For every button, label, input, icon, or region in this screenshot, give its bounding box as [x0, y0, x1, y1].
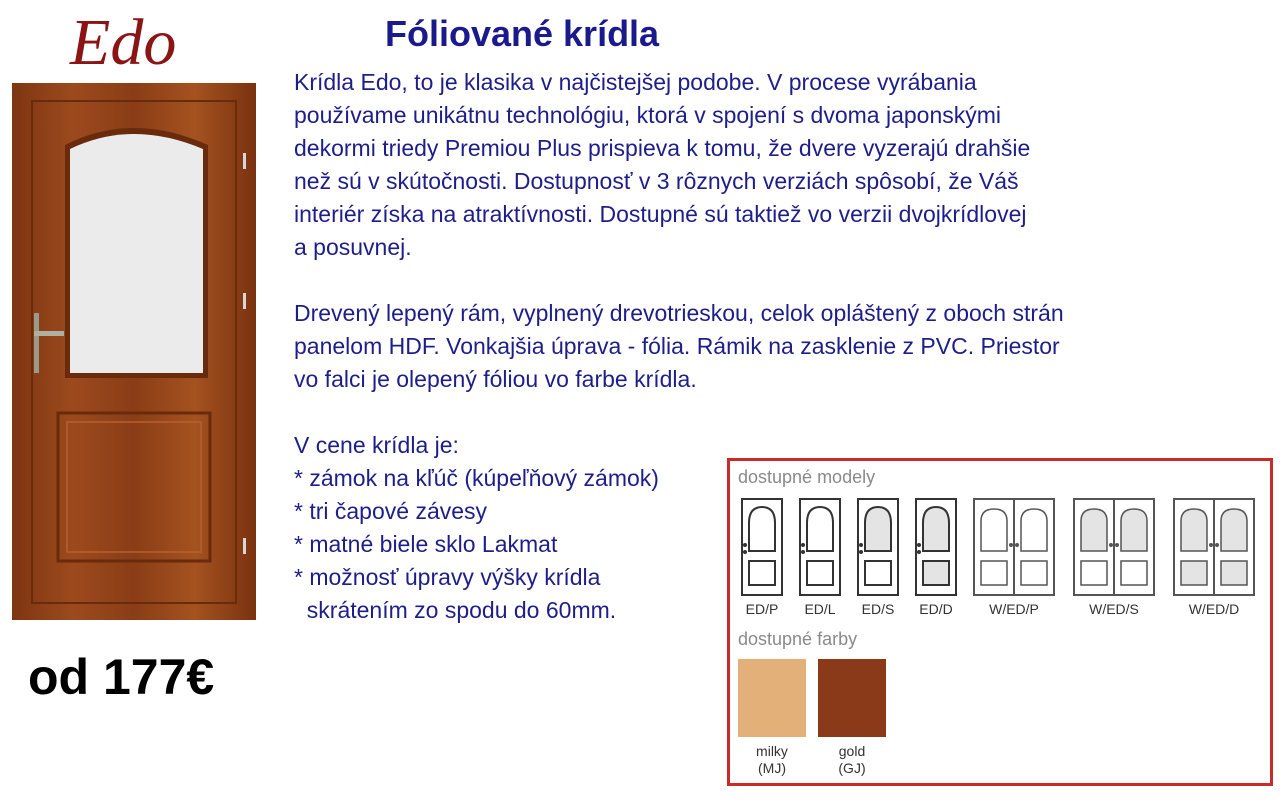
paragraph1-line: Krídla Edo, to je klasika v najčistejšej podobe. V procese vyrábania [294, 69, 977, 95]
models-label: dostupné modely [738, 467, 876, 487]
model-code: W/ED/D [1188, 601, 1240, 617]
model-ed-s [854, 497, 902, 617]
price-intro: V cene krídla je: [294, 432, 459, 458]
color-name: gold [838, 743, 866, 759]
paragraph1-line: dekormi triedy Premiou Plus prispieva k tomu, že dvere vyzerajú drahšie [294, 135, 1031, 161]
model-ed-d [912, 497, 960, 617]
feature-item: * tri čapové závesy [294, 498, 488, 524]
door-image [12, 83, 256, 620]
color-code: (MJ) [758, 760, 786, 776]
page-heading: Fóliované krídla [385, 13, 660, 54]
model-w-ed-p [970, 497, 1058, 617]
paragraph1-line: a posuvnej. [294, 234, 412, 260]
door-diagram-icon [740, 497, 784, 597]
door-diagram-icon [914, 497, 958, 597]
variants-panel [727, 458, 1273, 786]
model-w-ed-d [1170, 497, 1258, 617]
model-code: ED/P [745, 601, 779, 617]
color-caption-gold [817, 743, 887, 777]
color-swatch-gold [818, 659, 886, 737]
color-code: (GJ) [838, 760, 866, 776]
model-ed-p [738, 497, 786, 617]
model-code: ED/S [861, 601, 895, 617]
model-code: W/ED/P [989, 601, 1039, 617]
feature-item: skrátením zo spodu do 60mm. [294, 597, 617, 623]
double-door-diagram-icon [1072, 497, 1156, 597]
color-swatch-milky [738, 659, 806, 737]
color-name: milky [756, 743, 788, 759]
feature-item: * možnosť úpravy výšky krídla [294, 564, 601, 590]
colors-label: dostupné farby [738, 629, 858, 649]
paragraph2-line: vo falci je olepený fóliou vo farbe krídla. [294, 366, 697, 392]
paragraph1-line: než sú v skútočnosti. Dostupnosť v 3 rôznych verziách spôsobí, že Váš [294, 168, 1019, 194]
color-caption-milky [737, 743, 807, 777]
model-ed-l [796, 497, 844, 617]
model-w-ed-s [1070, 497, 1158, 617]
price-label: od 177€ [28, 649, 215, 705]
door-diagram-icon [856, 497, 900, 597]
paragraph1-line: používame unikátnu technológiu, ktorá v spojení s dvoma japonskými [294, 102, 1002, 128]
model-code: ED/L [804, 601, 836, 617]
model-code: ED/D [919, 601, 953, 617]
paragraph1-line: interiér získa na atraktívnosti. Dostupné sú taktiež vo verzii dvojkrídlovej [294, 201, 1027, 227]
double-door-diagram-icon [972, 497, 1056, 597]
paragraph2-line: panelom HDF. Vonkajšia úprava - fólia. Rámik na zasklenie z PVC. Priestor [294, 333, 1060, 359]
feature-item: * matné biele sklo Lakmat [294, 531, 558, 557]
double-door-diagram-icon [1172, 497, 1256, 597]
feature-item: * zámok na kľúč (kúpeľňový zámok) [294, 465, 659, 491]
door-diagram-icon [798, 497, 842, 597]
paragraph2-line: Drevený lepený rám, vyplnený drevotrieskou, celok opláštený z oboch strán [294, 300, 1064, 326]
model-code: W/ED/S [1089, 601, 1139, 617]
brand-title: Edo [70, 6, 177, 79]
